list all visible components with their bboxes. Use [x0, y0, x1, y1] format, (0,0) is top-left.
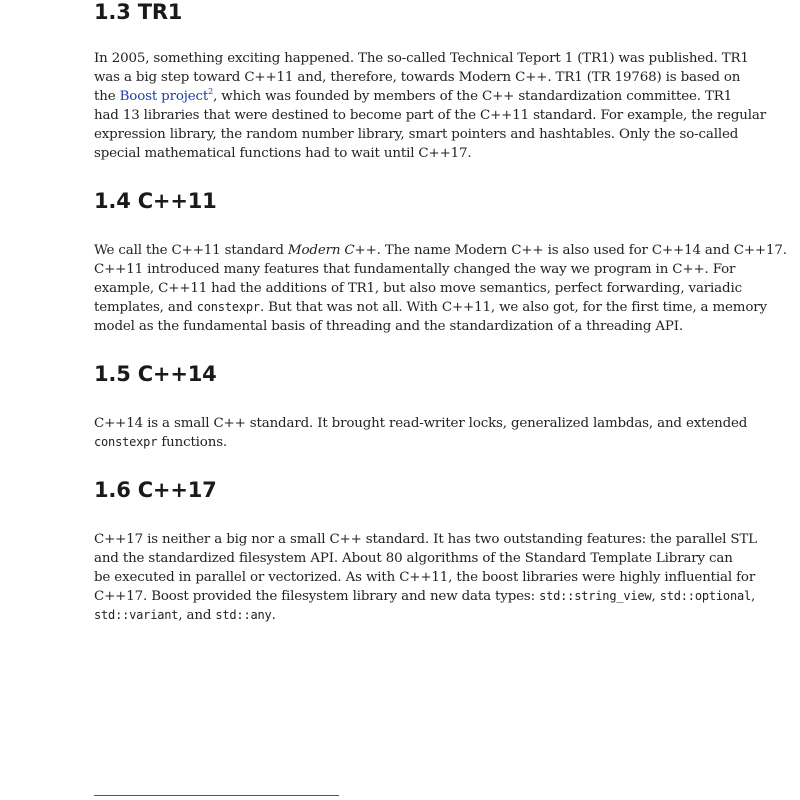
text-run: C++11 introduced many features that fundamentally changed the way we program in C++. For: [94, 262, 736, 277]
section-heading-cpp14: 1.5 C++14: [94, 362, 217, 386]
paragraph-line: [94, 606, 706, 625]
text-run: expression library, the random number library, smart pointers and hashtables. Only the so-called: [94, 127, 739, 142]
paragraph-line: [94, 549, 733, 568]
text-run: functions.: [157, 435, 228, 450]
text-run: .: [271, 608, 276, 623]
paragraph-line: [94, 433, 706, 452]
text-run: templates, and: [94, 300, 197, 315]
inline-code: std::variant: [94, 608, 179, 622]
paragraph-line: [94, 106, 766, 125]
paragraph-line: [94, 298, 767, 317]
text-run: , and: [178, 608, 216, 623]
paragraph-cpp17: [94, 530, 757, 625]
paragraph-line: [94, 317, 706, 336]
text-run: special mathematical functions had to wait until C++17.: [94, 146, 472, 161]
paragraph-line: [94, 144, 706, 163]
inline-code: std::string_view: [539, 589, 652, 603]
text-run: C++17. Boost provided the filesystem library and new data types:: [94, 589, 540, 604]
paragraph-line: [94, 568, 756, 587]
text-run: model as the fundamental basis of threading and the standardization of a threading API.: [94, 319, 683, 334]
text-run: the: [94, 89, 120, 104]
inline-code: constexpr: [94, 435, 158, 449]
text-run: C++14 is a small C++ standard. It brought read-writer locks, generalized lambdas, and extended: [94, 416, 748, 431]
text-run: be executed in parallel or vectorized. As with C++11, the boost libraries were highly influential for: [94, 570, 756, 585]
text-run: , which was founded by members of the C++ standardization committee. TR1: [213, 89, 733, 104]
footnote-divider: [94, 795, 339, 796]
inline-code: std::any: [215, 608, 272, 622]
paragraph-line: [94, 414, 748, 433]
inline-code: std::optional: [659, 589, 752, 603]
section-heading-tr1: 1.3 TR1: [94, 0, 183, 24]
paragraph-cpp14: [94, 414, 748, 452]
paragraph-tr1: [94, 49, 766, 163]
paragraph-line: [94, 87, 733, 106]
text-run: . But that was not all. With C++11, we also got, for the first time, a memory: [259, 300, 767, 315]
section-heading-cpp11: 1.4 C++11: [94, 189, 217, 213]
text-run: . The name Modern C++ is also used for C++14 and C++17.: [376, 243, 787, 258]
text-run: In 2005, something exciting happened. The so-called Technical Teport 1 (TR1) was published. TR1: [94, 51, 749, 66]
text-run: ,: [751, 589, 756, 604]
paragraph-line: [94, 49, 749, 68]
paragraph-line: [94, 241, 787, 260]
text-run: and the standardized filesystem API. About 80 algorithms of the Standard Template Library can: [94, 551, 733, 566]
boost-project-link[interactable]: Boost project: [119, 89, 209, 104]
paragraph-line: [94, 530, 757, 549]
section-heading-cpp17: 1.6 C++17: [94, 478, 217, 502]
footnote-marker[interactable]: 2: [208, 87, 214, 96]
text-run: had 13 libraries that were destined to become part of the C++11 standard. For example, the regular: [94, 108, 766, 123]
text-run: example, C++11 had the additions of TR1, but also move semantics, perfect forwarding, variadic: [94, 281, 742, 296]
emphasis-text: Modern C++: [287, 243, 377, 258]
paragraph-line: [94, 260, 736, 279]
text-run: We call the C++11 standard: [94, 243, 288, 258]
text-run: ,: [651, 589, 660, 604]
paragraph-line: [94, 68, 741, 87]
paragraph-line: [94, 125, 739, 144]
inline-code: constexpr: [196, 300, 260, 314]
paragraph-line: [94, 587, 756, 606]
text-run: was a big step toward C++11 and, therefore, towards Modern C++. TR1 (TR 19768) is based on: [94, 70, 741, 85]
paragraph-cpp11: [94, 241, 787, 336]
paragraph-line: [94, 279, 742, 298]
text-run: C++17 is neither a big nor a small C++ standard. It has two outstanding features: the parallel STL: [94, 532, 757, 547]
